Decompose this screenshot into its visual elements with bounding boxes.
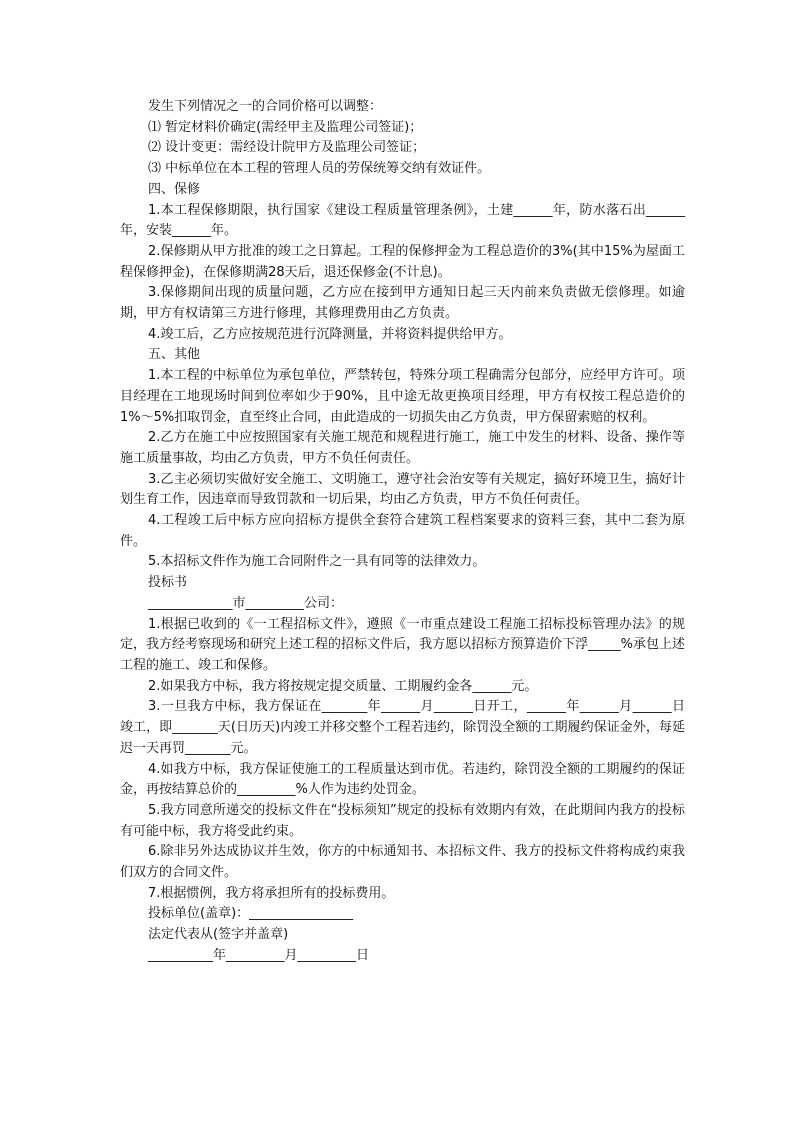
section-heading: 投标书	[148, 575, 188, 591]
section-heading: 五、其他	[148, 347, 201, 363]
paragraph: 7.根据惯例，我方将承担所有的投标费用。	[148, 885, 395, 901]
addressee-line: _____________市_________公司：	[148, 595, 344, 611]
document-page	[120, 97, 685, 967]
signature-line: 投标单位(盖章)：________________	[148, 906, 354, 922]
paragraph: 5.本招标文件作为施工合同附件之一具有同等的法律效力。	[148, 554, 486, 570]
paragraph: ⑶ 中标单位在本工程的管理人员的劳保统筹交纳有效证件。	[148, 161, 491, 177]
paragraph: ⑴ 暂定材料价确定(需经甲主及监理公司签证)；	[148, 119, 423, 135]
paragraph: 1.本工程保修期限，执行国家《建设工程质量管理条例》，土建______年，防水落石出______年，安装______年。	[120, 202, 685, 239]
paragraph: 3.一旦我方中标，我方保证在_______年______月______日开工，______年______月______日竣工，即_______天(日历天)内竣工并移交整个工程若违约，除罚没全额的工期履约保证金外，每延迟一天再罚_______元。	[120, 699, 685, 756]
paragraph: 2.如果我方中标，我方将按规定提交质量、工期履约金各______元。	[148, 678, 538, 694]
signature-line: 法定代表从(签字并盖章)	[148, 927, 289, 943]
paragraph: 2.乙方在施工中应按照国家有关施工规范和规程进行施工，施工中发生的材料、设备、操作等施工质量事故，均由乙方负责，甲方不负任何责任。	[120, 430, 685, 466]
paragraph: 1.根据已收到的《一工程招标文件》，遵照《一市重点建设工程施工招标投标管理办法》的规定，我方经考察现场和研究上述工程的招标文件后，我方愿以招标方预算造价下浮_____%承包上述工程的施工、竣工和保修。	[120, 616, 685, 673]
paragraph: 4.如我方中标，我方保证使施工的工程质量达到市优。若违约，除罚没全额的工期履约的保证金，再按结算总价的_________%人作为违约处罚金。	[120, 761, 685, 798]
paragraph: 发生下列情况之一的合同价格可以调整：	[148, 99, 383, 114]
paragraph: 3.乙主必须切实做好安全施工、文明施工，遵守社会治安等有关规定，搞好环境卫生，搞好计划生育工作，因违章而导致罚款和一切后果，均由乙方负责，甲方不负任何责任。	[120, 471, 685, 508]
paragraph: 5.我方同意所递交的投标文件在“投标须知”规定的投标有效期内有效，在此期间内我方的投标有可能中标，我方将受此约束。	[120, 802, 685, 839]
date-line: __________年_________月_________日	[148, 947, 370, 963]
paragraph: ⑵ 设计变更：需经设计院甲方及监理公司签证；	[148, 140, 426, 156]
paragraph: 4.竣工后，乙方应按规范进行沉降测量，并将资料提供给甲方。	[148, 326, 512, 342]
paragraph: 3.保修期间出现的质量问题，乙方应在接到甲方通知日起三天内前来负责做无偿修理。如逾期，甲方有权请第三方进行修理，其修理费用由乙方负责。	[120, 285, 685, 322]
paragraph: 1.本工程的中标单位为承包单位，严禁转包，特殊分项工程确需分包部分，应经甲方许可。项目经理在工地现场时间到位率如少于90%，且中途无故更换项目经理，甲方有权按工程总造价的1%～5%扣取罚金，直至终止合同，由此造成的一切损失由乙方负责，甲方保留索赔的权利。	[120, 368, 685, 425]
paragraph: 4.工程竣工后中标方应向招标方提供全套符合建筑工程档案要求的资料三套，其中二套为原件。	[120, 513, 685, 549]
paragraph: 6.除非另外达成协议并生效，你方的中标通知书、本招标文件、我方的投标文件将构成约束我们双方的合同文件。	[120, 844, 685, 881]
paragraph: 2.保修期从甲方批准的竣工之日算起。工程的保修押金为工程总造价的3%(其中15%为屋面工程保修押金)，在保修期满28天后，退还保修金(不计息)。	[120, 243, 685, 280]
section-heading: 四、保修	[148, 181, 201, 197]
